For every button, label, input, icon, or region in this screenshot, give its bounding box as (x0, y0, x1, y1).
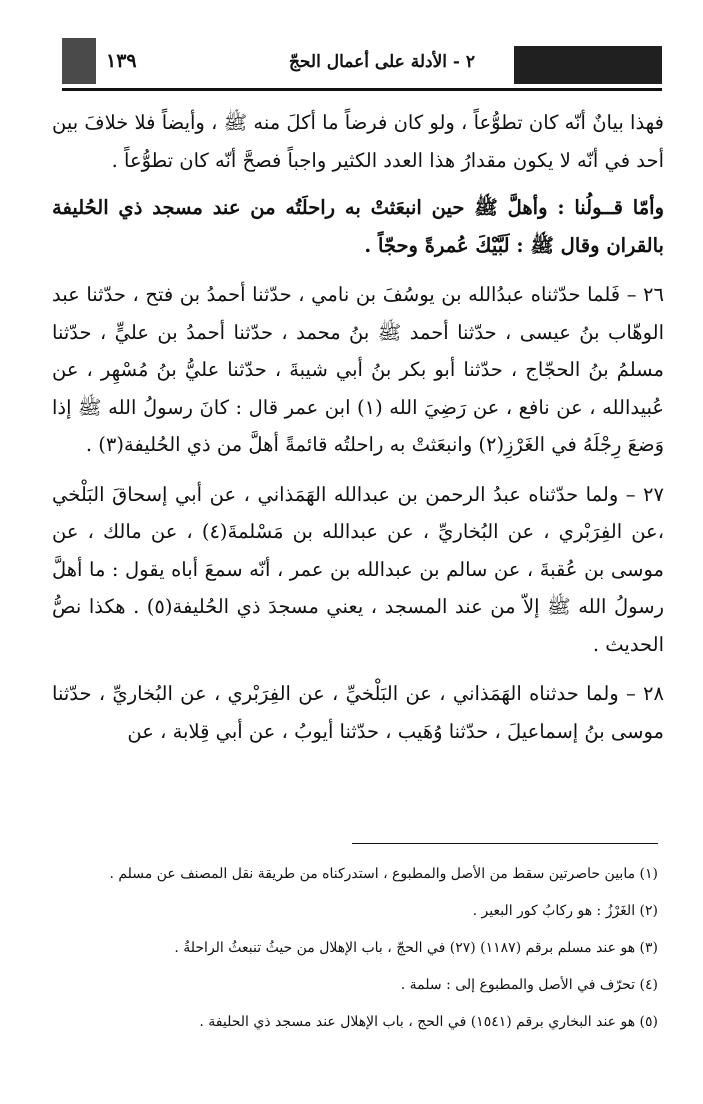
paragraph-2-heading: وأمّا قــولُنا : وأهلَّ ﷺ حين انبعَثتْ به راحلَتُه من عند مسجد ذي الحُليفة بالقران وقال ﷺ : لَبَّيْكَ عُمرةً وحجّاً . (52, 196, 664, 257)
page-header (62, 36, 662, 91)
paragraph-1 (52, 104, 664, 179)
paragraph-1-text: فهذا بيانٌ أنّه كان تطوُّعاً ، ولو كان فرضاً ما أكلَ منه ﷺ ، وأيضاً فلا خلافَ بين أحد في أنّه لا يكون مقدارُ هذا العدد الكثير واجباً فصحَّ أنّه كان تطوُّعاً . (52, 111, 664, 172)
footnotes (80, 860, 658, 1045)
running-title: ٢ - الأدلة على أعمال الحجّ (288, 52, 476, 72)
hadith-26 (52, 276, 664, 464)
header-dark-block-right (514, 46, 662, 84)
footnote-2: (٢) الغَرْزُ : هو ركابُ كور البعير . (472, 903, 658, 919)
footnote-4: (٤) تحرّف في الأصل والمطبوع إلى : سلمة . (400, 977, 658, 993)
footnote-5: (٥) هو عند البخاري برقم (١٥٤١) في الحج ، باب الإهلال عند مسجد ذي الحليفة . (199, 1014, 658, 1030)
paragraph-2 (52, 189, 664, 264)
hadith-26-text: ٢٦ – فَلما حدّثناه عبدُالله بن يوسُفَ بن نامي ، حدّثنا أحمدُ بن فتح ، حدّثنا عبد الوهّاب بنُ عيسى ، حدّثنا أحمد ﷺ بنُ محمد ، حدّثنا أحمدُ بن عليٍّ ، حدّثنا مسلمُ بنُ الحجّاج ، حدّثنا أبو بكر بنُ أبي شيبةَ ، حدّثنا عليُّ بنُ مُسْهِر ، عن عُبيدالله ، عن نافع ، عن رَضِيَ الله (١) ابن عمر قال : كانَ رسولُ الله ﷺ إذا وَضعَ رِجْلَهُ في الغَرْزِ(٢) وانبعَثتْ به راحلتُه قائمةً أهلَّ من ذي الحُليفة(٣) . (52, 283, 665, 456)
main-text (52, 104, 664, 762)
footnote-separator (352, 843, 658, 844)
hadith-27-text: ٢٧ – ولما حدّثناه عبدُ الرحمن بن عبدالله الهَمَذاني ، عن أبي إسحاقَ البَلْخي ،عن الفِرَبْري ، عن البُخاريِّ ، عن عبدالله بن مَسْلمةَ(٤) ، عن مالك ، عن موسى بن عُقبةَ ، عن سالم بن عبدالله بن عمر ، أنّه سمعَ أباه يقول : ما أهلَّ رسولُ الله ﷺ إلاّ من عند المسجد ، يعني مسجدَ ذي الحُليفة(٥) . هكذا نصُّ الحديث . (52, 482, 664, 656)
footnote-3: (٣) هو عند مسلم برقم (١١٨٧) (٢٧) في الحجّ ، باب الإهلال من حيثُ تنبعثُ الراحلةُ . (174, 940, 658, 956)
hadith-28-text: ٢٨ – ولما حدثناه الهَمَذاني ، عن البَلْخيِّ ، عن الفِرَبْري ، عن البُخاريِّ ، حدّثنا موسى بنُ إسماعيلَ ، حدّثنا وُهَيب ، حدّثنا أيوبُ ، عن أبي قِلابة ، عن (52, 682, 664, 743)
hadith-27 (52, 476, 664, 664)
header-dark-block-left (62, 38, 96, 84)
hadith-28 (52, 675, 664, 750)
page-number: ١٣٩ (106, 50, 137, 72)
footnote-1: (١) مابين حاصرتين سقط من الأصل والمطبوع ، استدركناه من طريقة نقل المصنف عن مسلم . (109, 866, 658, 882)
